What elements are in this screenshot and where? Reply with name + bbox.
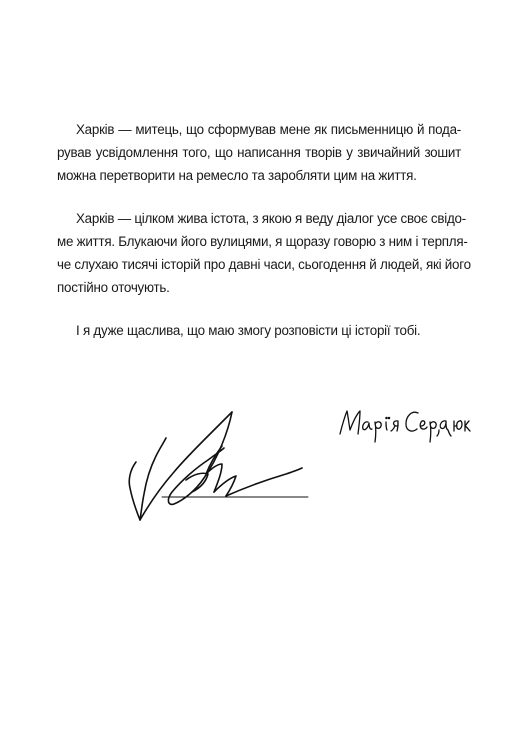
- paragraph-line: постійно оточують.: [57, 280, 170, 295]
- paragraph-line: І я дуже щаслива, що маю змогу розповісти ці історії тобі.: [76, 323, 421, 338]
- paragraph-line: Харків — цілком жива істота, з якою я веду діалог усе своє свідо-: [76, 211, 466, 226]
- paragraph-3: [57, 319, 461, 342]
- paragraph-line: че слухаю тисячі історій про давні часи, сьогодення й людей, які його: [57, 257, 471, 272]
- paragraph-1: [57, 118, 461, 187]
- paragraph-line: рував усвідомлення того, що написання творів у звичайний зошит: [57, 145, 461, 160]
- signature-name-text: [336, 404, 471, 444]
- paragraph-line: можна перетворити на ремесло та заробляти цим на життя.: [57, 168, 417, 183]
- paragraph-line: ме життя. Блукаючи його вулицями, я щоразу говорю з ним і терпля-: [57, 234, 468, 249]
- signature-name: [336, 404, 471, 444]
- handwritten-signature: [126, 402, 310, 534]
- paragraph-line: Харків — митець, що сформував мене як письменницю й пода-: [76, 122, 461, 137]
- signature-drawing: [126, 402, 310, 534]
- letter-text: [57, 118, 471, 362]
- paragraph-2: [57, 207, 471, 299]
